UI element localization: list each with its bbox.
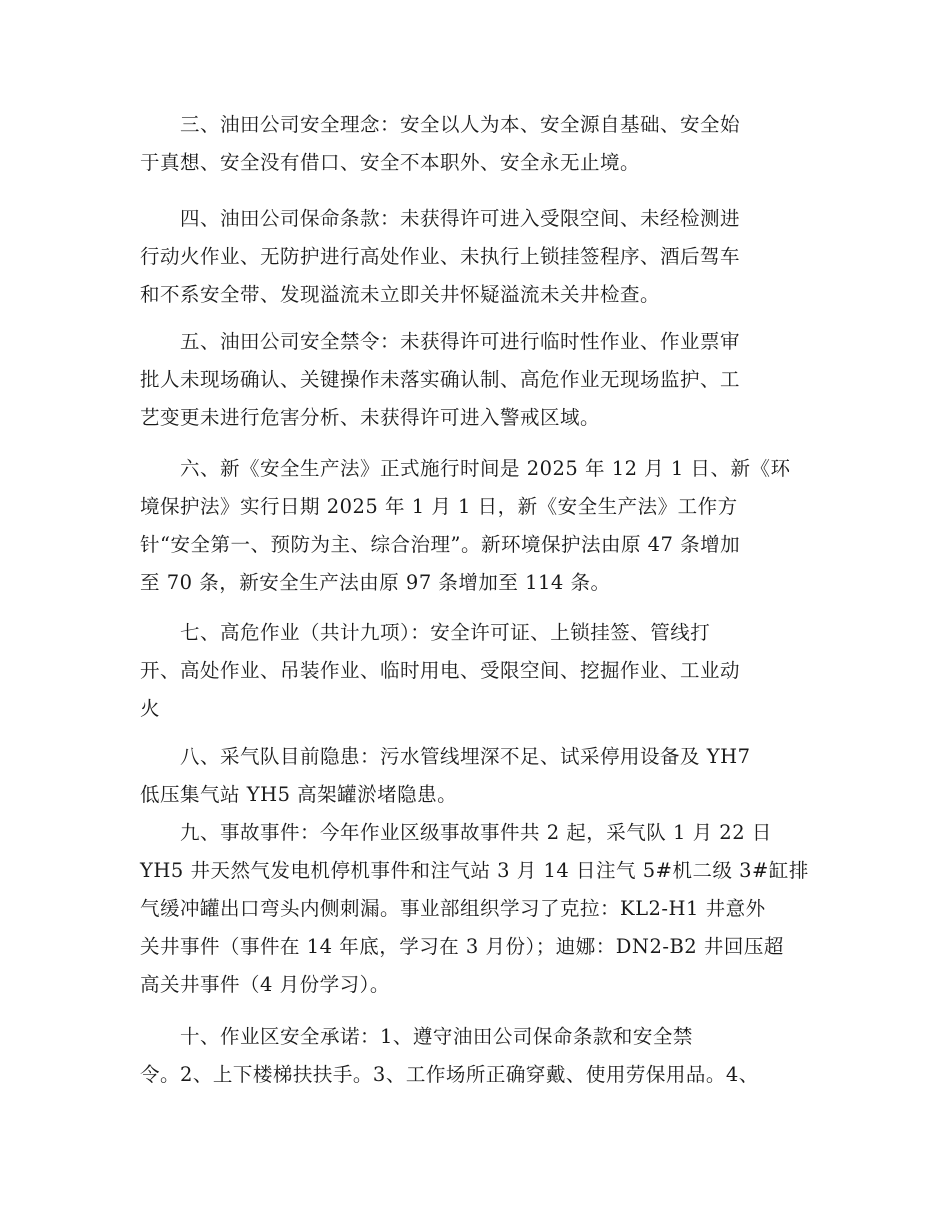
text-line: 和不系安全带、发现溢流未立即关井怀疑溢流未关井检查。 (140, 283, 661, 306)
paragraph-safety-prohibitions (140, 323, 810, 437)
text-line: 九、事故事件：今年作业区级事故事件共 2 起，采气队 1 月 22 日 (140, 821, 772, 844)
text-line: 气缓冲罐出口弯头内侧刺漏。事业部组织学习了克拉：KL2-H1 井意外 (140, 897, 766, 920)
text-line: 艺变更未进行危害分析、未获得许可进入警戒区域。 (140, 406, 601, 429)
paragraph-new-laws (140, 450, 810, 602)
text-line: 八、采气队目前隐患：污水管线埋深不足、试采停用设备及 YH7 (140, 745, 751, 768)
text-line: 高关井事件（4 月份学习）。 (140, 973, 390, 996)
text-line: 境保护法》实行日期 2025 年 1 月 1 日，新《安全生产法》工作方 (140, 495, 738, 518)
text-line: 令。2、上下楼梯扶扶手。3、工作场所正确穿戴、使用劳保用品。4、 (140, 1063, 759, 1086)
paragraph-safety-commitments (140, 1018, 810, 1094)
text-line: 七、高危作业（共计九项）：安全许可证、上锁挂签、管线打 (140, 621, 711, 644)
text-line: 针“安全第一、预防为主、综合治理”。新环境保护法由原 47 条增加 (140, 533, 741, 556)
text-line: 十、作业区安全承诺：1、遵守油田公司保命条款和安全禁 (140, 1025, 693, 1048)
text-line: 关井事件（事件在 14 年底，学习在 3 月份）；迪娜：DN2-B2 井回压超 (140, 935, 784, 958)
paragraph-high-risk-operations (140, 614, 810, 728)
paragraph-life-saving-rules (140, 200, 810, 314)
text-line: 行动火作业、无防护进行高处作业、未执行上锁挂签程序、酒后驾车 (140, 245, 741, 268)
text-line: 六、新《安全生产法》正式施行时间是 2025 年 12 月 1 日、新《环 (140, 457, 791, 480)
text-line: 于真想、安全没有借口、安全不本职外、安全永无止境。 (140, 151, 641, 174)
text-line: 批人未现场确认、关键操作未落实确认制、高危作业无现场监护、工 (140, 368, 741, 391)
text-line: 四、油田公司保命条款：未获得许可进入受限空间、未经检测进 (140, 207, 741, 230)
text-line: 开、高处作业、吊装作业、临时用电、受限空间、挖掘作业、工业动 (140, 659, 741, 682)
text-line: 至 70 条，新安全生产法由原 97 条增加至 114 条。 (140, 571, 611, 594)
text-line: 火 (140, 697, 161, 720)
paragraph-current-hazards (140, 738, 810, 814)
text-line: 三、油田公司安全理念：安全以人为本、安全源自基础、安全始 (140, 113, 741, 136)
paragraph-accidents (140, 814, 810, 1004)
text-line: 五、油田公司安全禁令：未获得许可进行临时性作业、作业票审 (140, 330, 741, 353)
text-line: YH5 井天然气发电机停机事件和注气站 3 月 14 日注气 5#机二级 3#缸排 (140, 859, 809, 882)
text-line: 低压集气站 YH5 高架罐淤堵隐患。 (140, 783, 458, 806)
paragraph-safety-philosophy (140, 106, 810, 182)
